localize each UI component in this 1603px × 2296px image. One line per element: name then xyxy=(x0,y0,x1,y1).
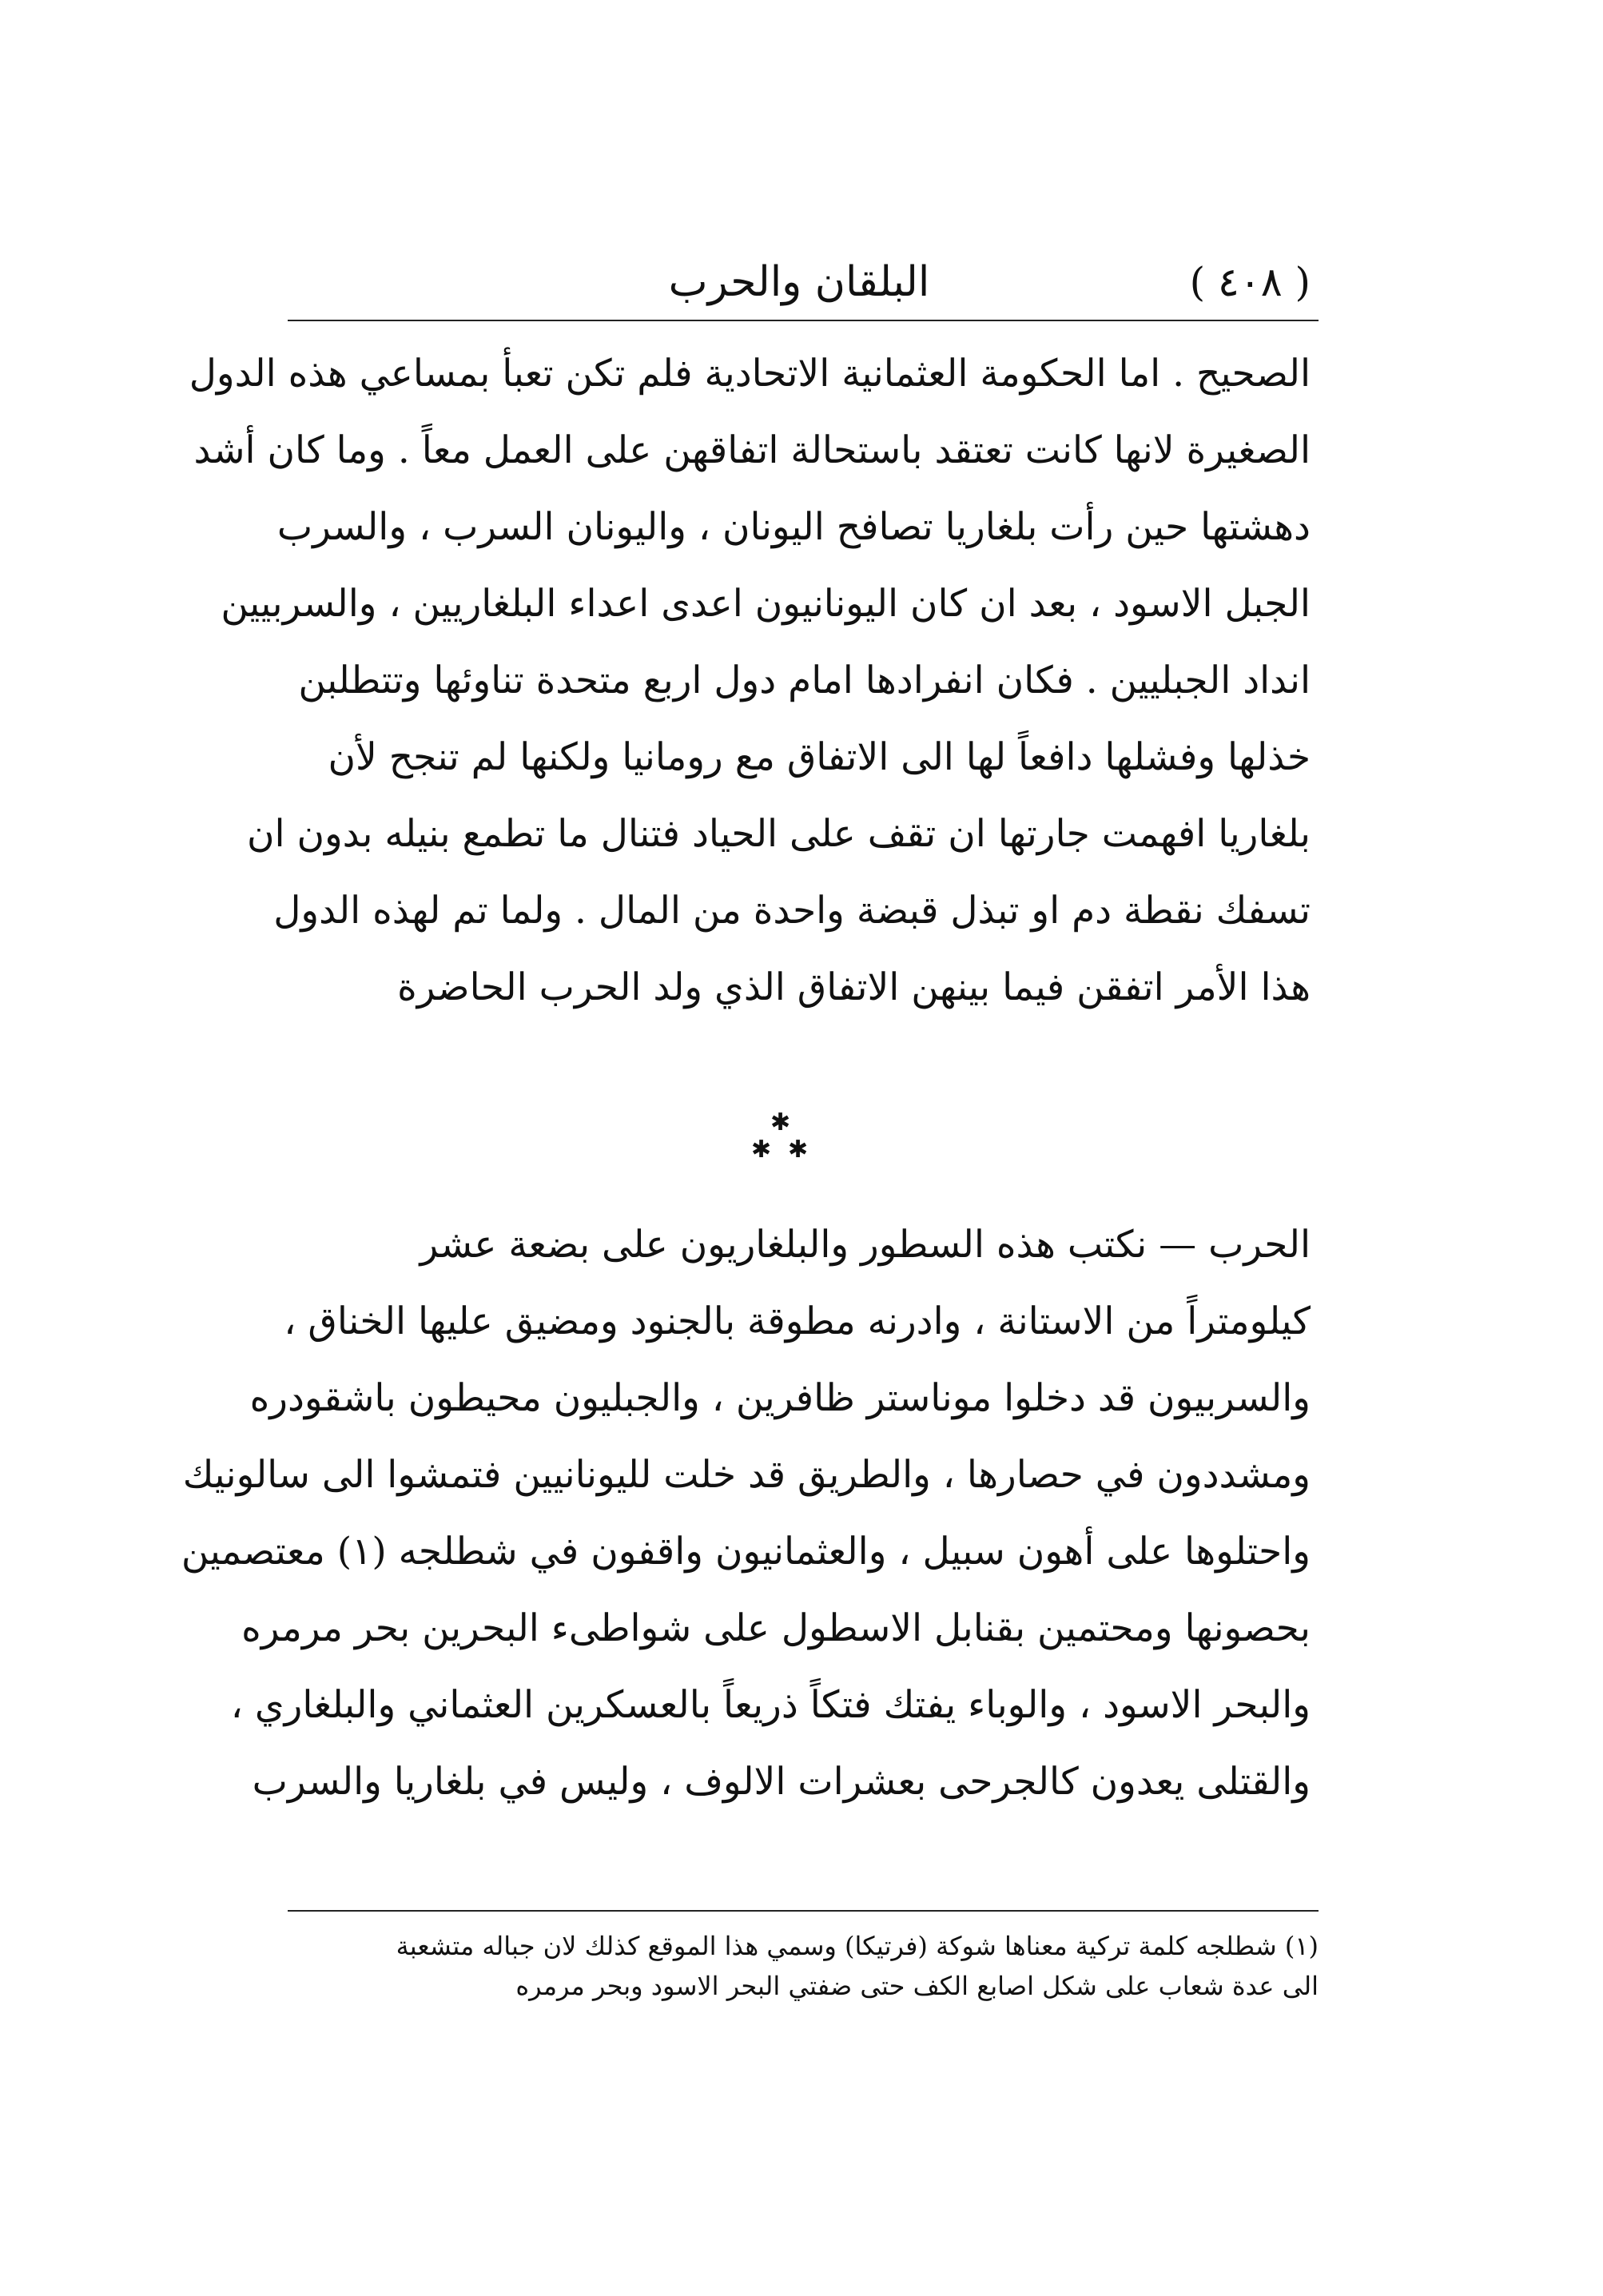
section-break-asterism xyxy=(751,1108,815,1175)
text-line: والبحر الاسود ، والوباء يفتك فتكاً ذريعاً بالعسكرين العثماني والبلغاري ، xyxy=(230,1683,1311,1727)
text-line: كيلومتراً من الاستانة ، وادرنه مطوقة بالجنود ومضيق عليها الخناق ، xyxy=(284,1299,1311,1343)
text-line: بلغاريا افهمت جارتها ان تقف على الحياد فتنال ما تطمع بنيله بدون ان xyxy=(246,812,1311,856)
text-line: الصحيح . اما الحكومة العثمانية الاتحادية فلم تكن تعبأ بمساعي هذه الدول xyxy=(189,352,1311,396)
paragraph-2 xyxy=(181,1207,1311,1820)
text-line: بحصونها ومحتمين بقنابل الاسطول على شواطىء البحرين بحر مرمره xyxy=(241,1606,1311,1650)
text-line: ومشددون في حصارها ، والطريق قد خلت لليونانيين فتمشوا الى سالونيك xyxy=(182,1453,1311,1497)
footnote xyxy=(288,1926,1319,2006)
text-line: انداد الجبليين . فكان انفرادها امام دول اربع متحدة تناوئها وتتطلبن xyxy=(298,659,1311,702)
text-line: خذلها وفشلها دافعاً لها الى الاتفاق مع رومانيا ولكنها لم تنجح لأن xyxy=(328,735,1311,779)
text-line: والسربيون قد دخلوا موناستر ظافرين ، والجبليون محيطون باشقودره xyxy=(249,1376,1311,1420)
page-header xyxy=(288,246,1311,318)
text-line: هذا الأمر اتفقن فيما بينهن الاتفاق الذي ولد الحرب الحاضرة xyxy=(397,965,1311,1009)
text-line: الصغيرة لانها كانت تعتقد باستحالة اتفاقهن على العمل معاً . وما كان أشد xyxy=(193,428,1311,472)
paragraph-1 xyxy=(189,336,1311,1026)
text-line: تسفك نقطة دم او تبذل قبضة واحدة من المال . ولما تم لهذه الدول xyxy=(273,889,1311,933)
text-line: الحرب — نكتب هذه السطور والبلغاريون على بضعة عشر xyxy=(420,1223,1311,1267)
footnote-line: الى عدة شعاب على شكل اصابع الكف حتى ضفتي البحر الاسود وبحر مرمره xyxy=(515,1971,1319,2001)
footnote-divider xyxy=(288,1910,1319,1912)
page-number: ( ٤٠٨ ) xyxy=(1189,259,1311,305)
asterism-star: ✱ xyxy=(751,1136,772,1164)
text-line: الجبل الاسود ، بعد ان كان اليونانيون اعدى اعداء البلغاريين ، والسربيين xyxy=(221,582,1311,626)
running-title: البلقان والحرب xyxy=(668,258,930,306)
footnote-line: (١) شطلجه كلمة تركية معناها شوكة (فرتيكا) وسمي هذا الموقع كذلك لان جباله متشعبة xyxy=(396,1931,1319,1961)
asterism-star: ✱ xyxy=(770,1108,791,1136)
text-line: واحتلوها على أهون سبيل ، والعثمانيون واقفون في شطلجه (١) معتصمين xyxy=(181,1530,1311,1574)
asterism-star: ✱ xyxy=(788,1136,809,1164)
header-divider xyxy=(288,320,1319,321)
text-line: دهشتها حين رأت بلغاريا تصافح اليونان ، واليونان السرب ، والسرب xyxy=(276,505,1311,549)
text-line: والقتلى يعدون كالجرحى بعشرات الالوف ، وليس في بلغاريا والسرب xyxy=(252,1760,1311,1804)
